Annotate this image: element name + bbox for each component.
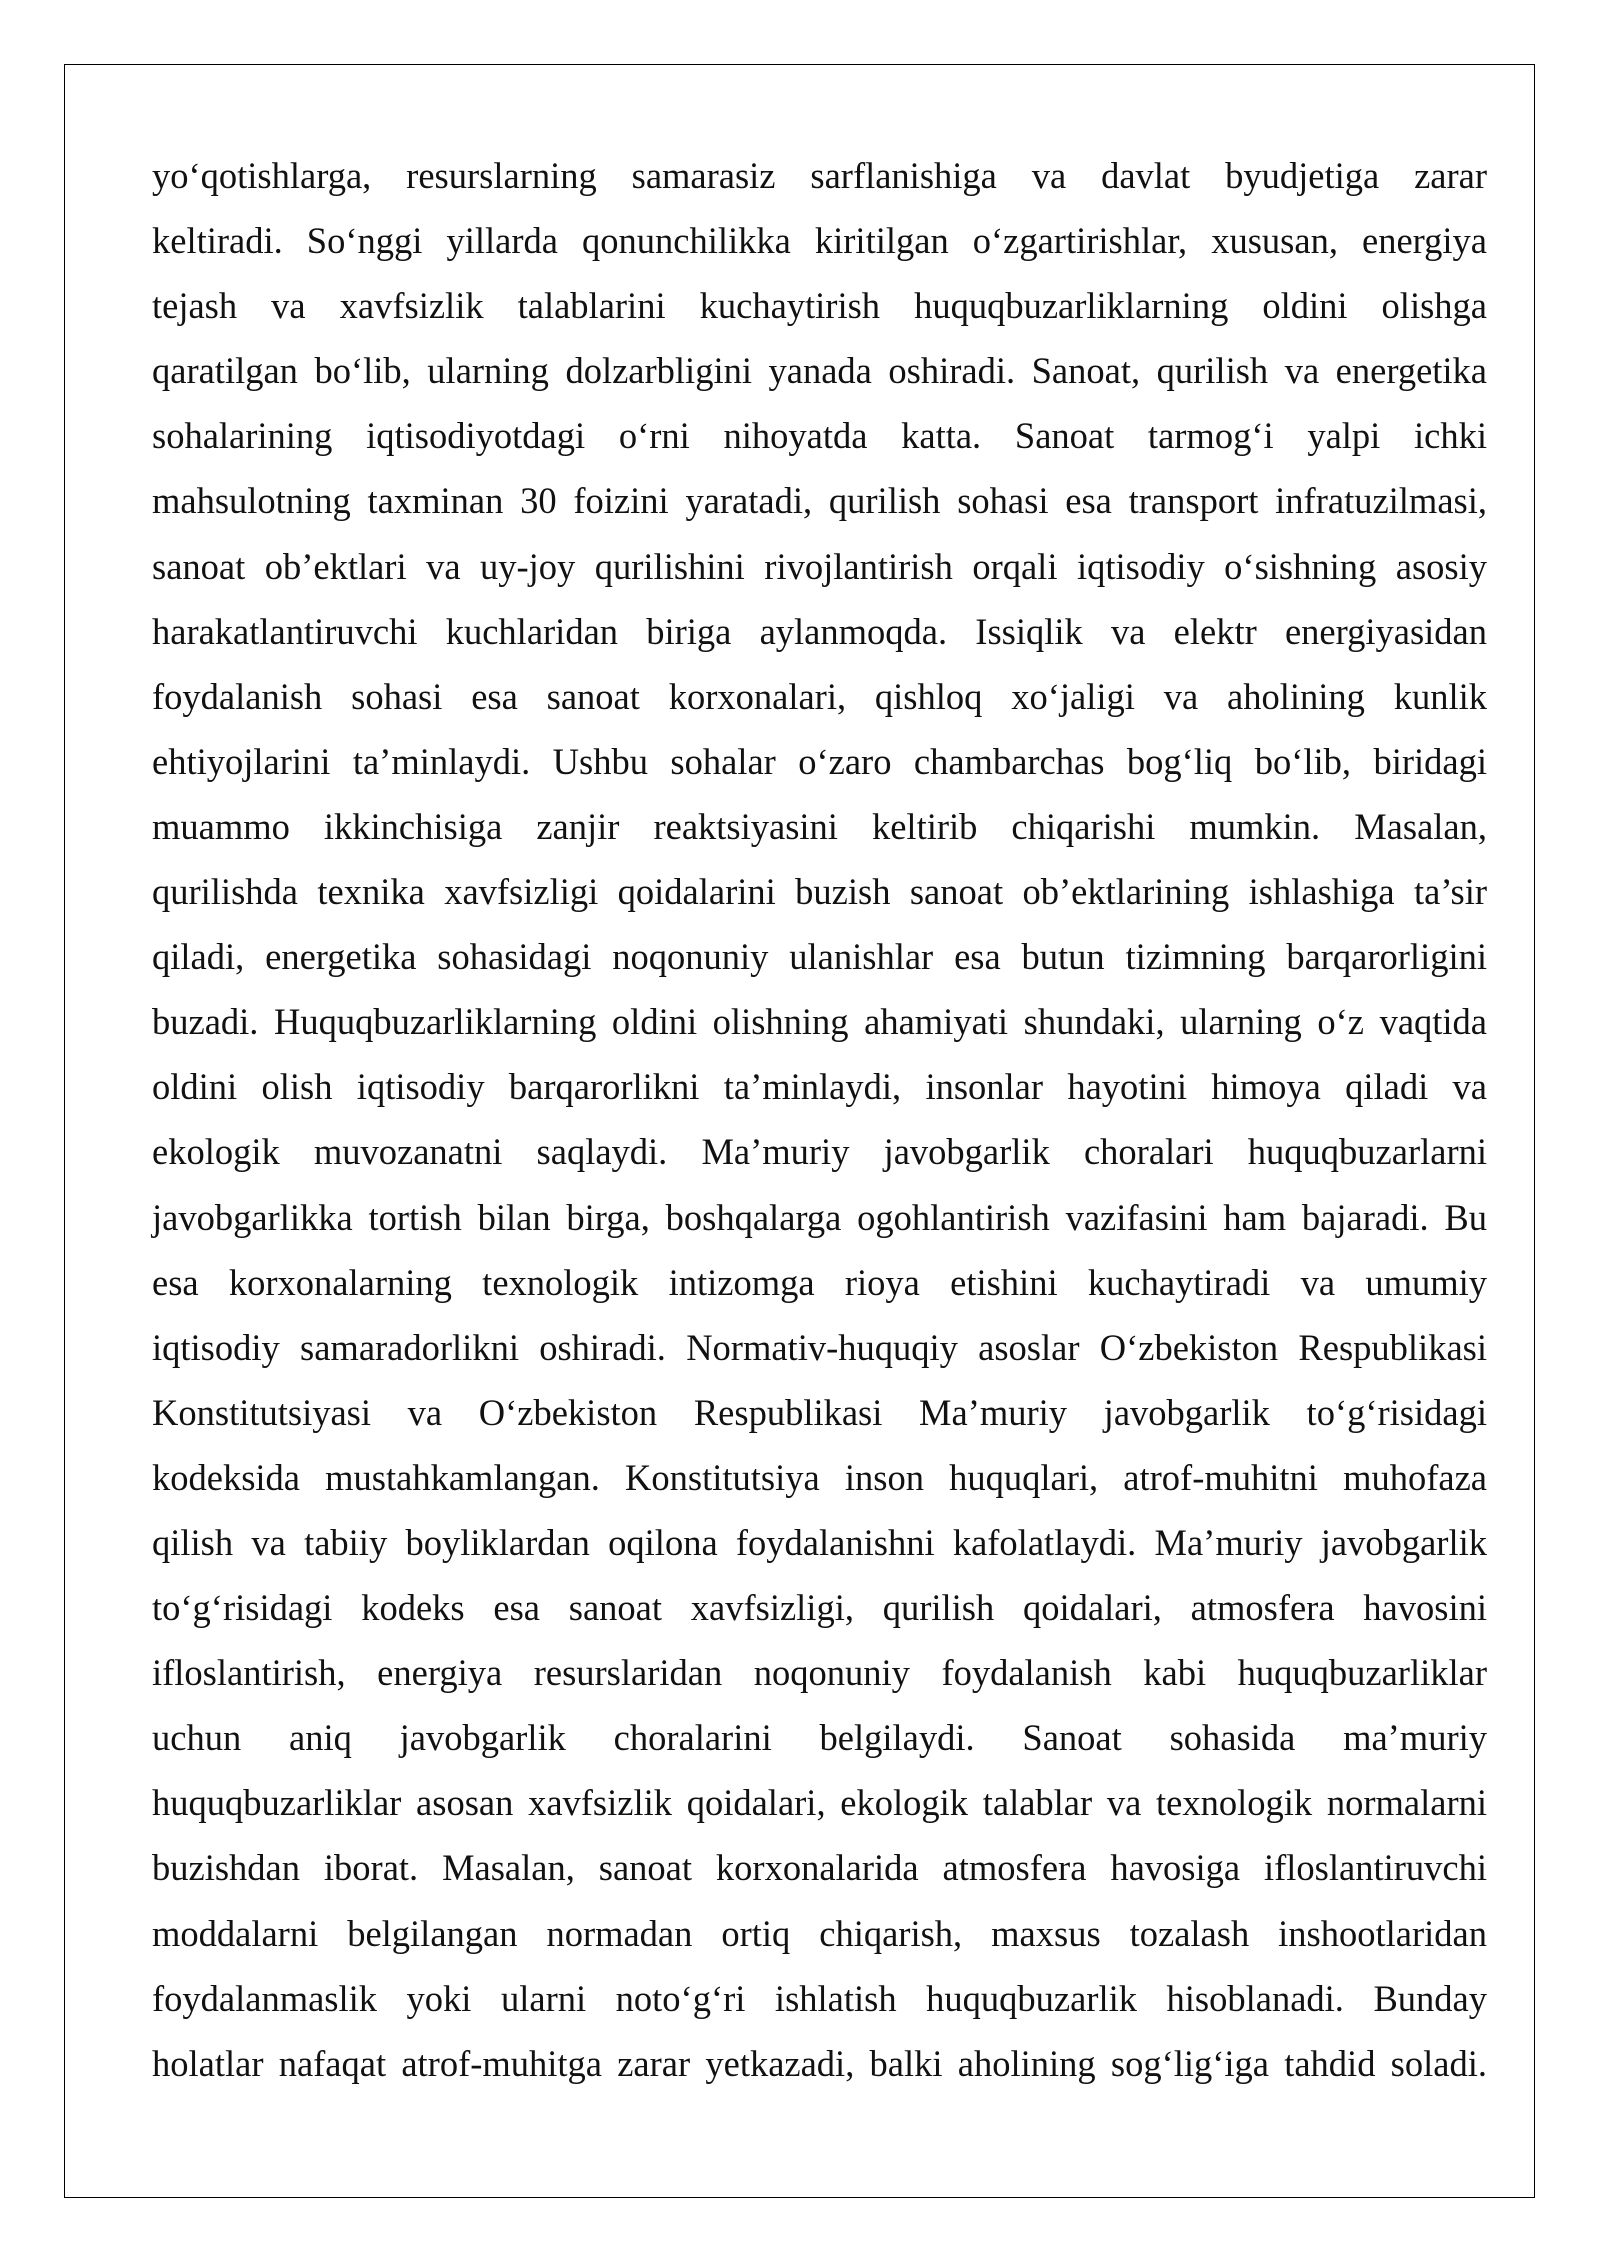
text-line: foydalanmaslik yoki ularni noto‘g‘ri ishlatish huquqbuzarlik hisoblanadi. Bunday bbox=[152, 1977, 1487, 2019]
text-line: holatlar nafaqat atrof-muhitga zarar yetkazadi, balki aholining sog‘lig‘iga tahdid soladi. bbox=[152, 2042, 1487, 2084]
text-line: qurilishda texnika xavfsizligi qoidalarini buzish sanoat ob’ektlarining ishlashiga ta’sir bbox=[152, 871, 1487, 913]
text-line: muammo ikkinchisiga zanjir reaktsiyasini keltirib chiqarishi mumkin. Masalan, bbox=[152, 805, 1487, 847]
text-line: ehtiyojlarini ta’minlaydi. Ushbu sohalar o‘zaro chambarchas bog‘liq bo‘lib, biridagi bbox=[152, 740, 1487, 782]
text-line: sohalarining iqtisodiyotdagi o‘rni nihoyatda katta. Sanoat tarmog‘i yalpi ichki bbox=[152, 415, 1487, 457]
text-line: sanoat ob’ektlari va uy-joy qurilishini rivojlantirish orqali iqtisodiy o‘sishning asosiy bbox=[152, 545, 1487, 587]
text-line: iqtisodiy samaradorlikni oshiradi. Normativ-huquqiy asoslar O‘zbekiston Respublikasi bbox=[152, 1326, 1487, 1368]
text-line: Konstitutsiyasi va O‘zbekiston Respublikasi Ma’muriy javobgarlik to‘g‘risidagi bbox=[152, 1391, 1487, 1433]
text-line: moddalarni belgilangan normadan ortiq chiqarish, maxsus tozalash inshootlaridan bbox=[152, 1912, 1487, 1954]
text-line: harakatlantiruvchi kuchlaridan biriga aylanmoqda. Issiqlik va elektr energiyasidan bbox=[152, 610, 1487, 652]
text-line: buzishdan iborat. Masalan, sanoat korxonalarida atmosfera havosiga ifloslantiruvchi bbox=[152, 1847, 1487, 1889]
text-line: ifloslantirish, energiya resurslaridan noqonuniy foydalanish kabi huquqbuzarliklar bbox=[152, 1652, 1487, 1694]
text-line: tejash va xavfsizlik talablarini kuchaytirish huquqbuzarliklarning oldini olishga bbox=[152, 285, 1487, 327]
text-line: qilish va tabiiy boyliklardan oqilona foydalanishni kafolatlaydi. Ma’muriy javobgarlik bbox=[152, 1521, 1487, 1563]
body-paragraph bbox=[152, 143, 1487, 2096]
text-line: uchun aniq javobgarlik choralarini belgilaydi. Sanoat sohasida ma’muriy bbox=[152, 1717, 1487, 1759]
text-line: mahsulotning taxminan 30 foizini yaratadi, qurilish sohasi esa transport infratuzilmasi, bbox=[152, 480, 1487, 522]
text-line: huquqbuzarliklar asosan xavfsizlik qoidalari, ekologik talablar va texnologik normalarni bbox=[152, 1782, 1487, 1824]
text-line: oldini olish iqtisodiy barqarorlikni ta’minlaydi, insonlar hayotini himoya qiladi va bbox=[152, 1066, 1487, 1108]
text-line: qiladi, energetika sohasidagi noqonuniy ulanishlar esa butun tizimning barqarorligini bbox=[152, 936, 1487, 978]
text-line: ekologik muvozanatni saqlaydi. Ma’muriy javobgarlik choralari huquqbuzarlarni bbox=[152, 1131, 1487, 1173]
text-line: yo‘qotishlarga, resurslarning samarasiz sarflanishiga va davlat byudjetiga zarar bbox=[152, 155, 1487, 196]
text-line: keltiradi. So‘nggi yillarda qonunchilikka kiritilgan o‘zgartirishlar, xususan, energiya bbox=[152, 220, 1487, 262]
text-line: esa korxonalarning texnologik intizomga rioya etishini kuchaytiradi va umumiy bbox=[152, 1261, 1487, 1303]
text-line: qaratilgan bo‘lib, ularning dolzarbligini yanada oshiradi. Sanoat, qurilish va energetika bbox=[152, 350, 1487, 392]
text-line: javobgarlikka tortish bilan birga, boshqalarga ogohlantirish vazifasini ham bajaradi. Bu bbox=[152, 1196, 1487, 1238]
text-line: kodeksida mustahkamlangan. Konstitutsiya inson huquqlari, atrof-muhitni muhofaza bbox=[152, 1456, 1487, 1498]
text-line: buzadi. Huquqbuzarliklarning oldini olishning ahamiyati shundaki, ularning o‘z vaqtida bbox=[152, 1001, 1487, 1043]
text-line: to‘g‘risidagi kodeks esa sanoat xavfsizligi, qurilish qoidalari, atmosfera havosini bbox=[152, 1587, 1487, 1629]
text-line: foydalanish sohasi esa sanoat korxonalari, qishloq xo‘jaligi va aholining kunlik bbox=[152, 675, 1487, 717]
